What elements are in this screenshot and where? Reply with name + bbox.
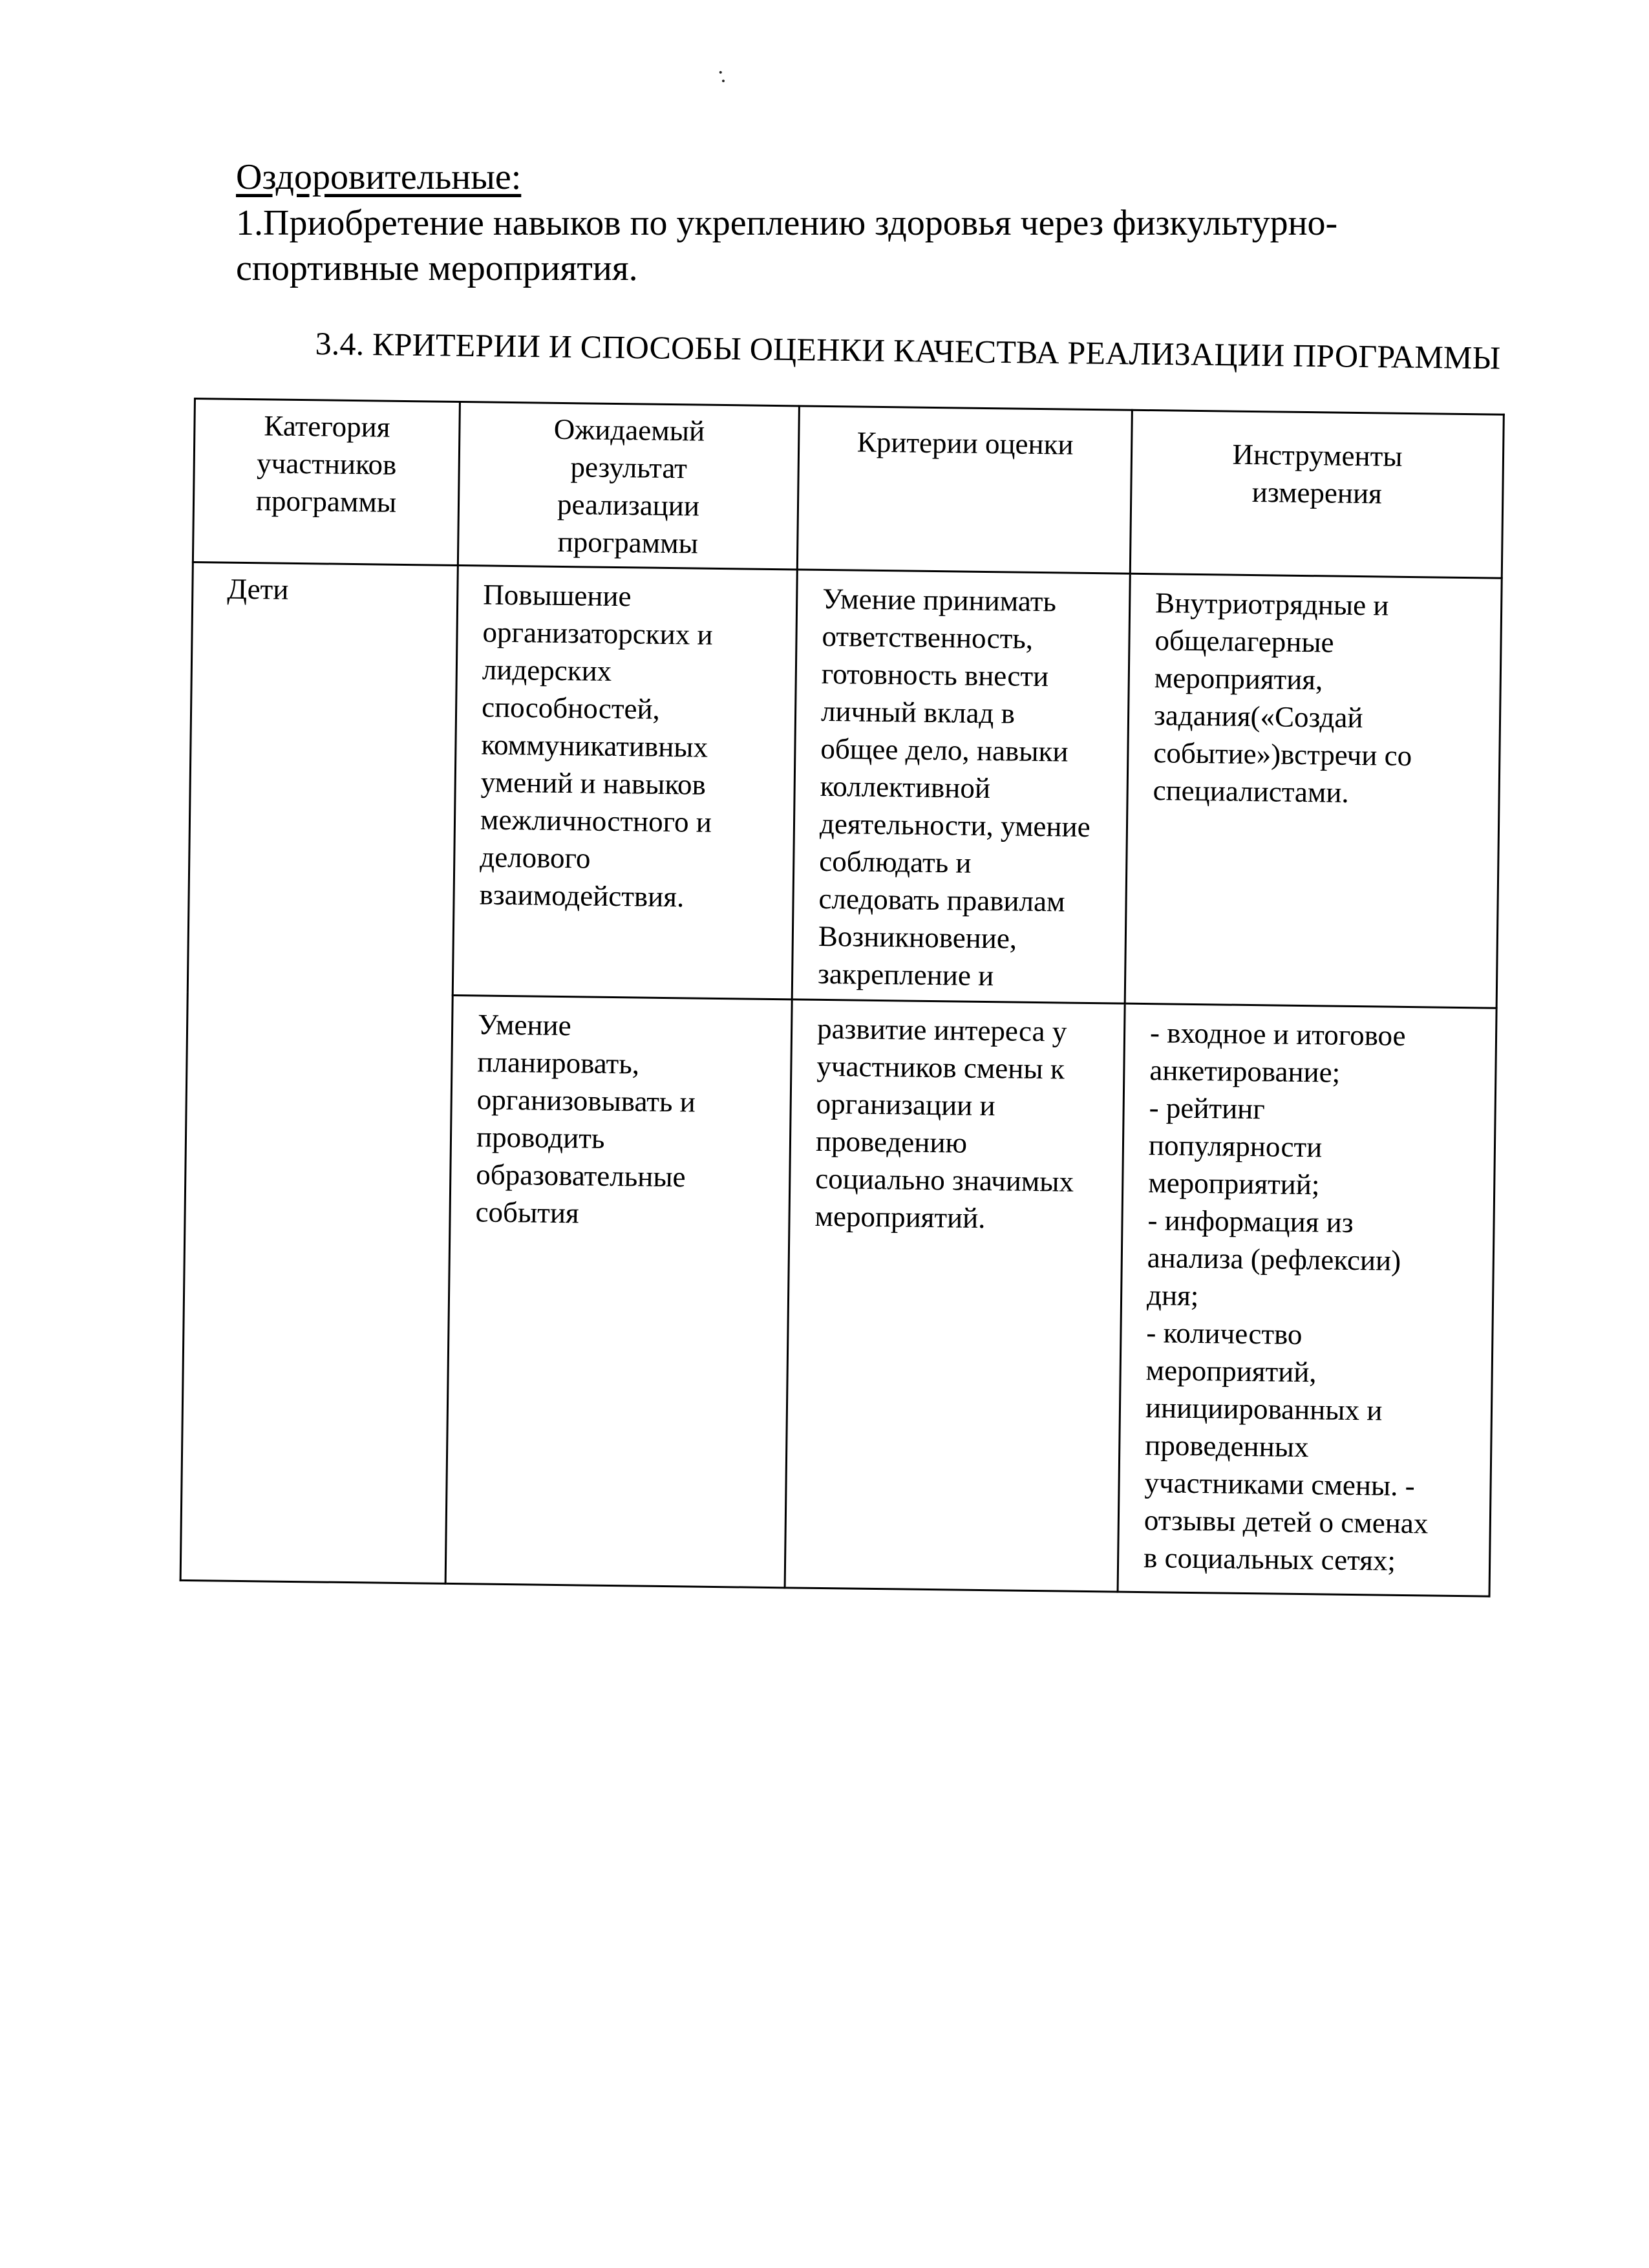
category-label: Дети	[227, 572, 289, 606]
criteria-cell	[792, 570, 1130, 1003]
tools-text: Внутриотрядные и общелагерные мероприятия, задания(«Создай событие»)встречи со специалистами.	[1153, 586, 1412, 809]
header-expected-result	[458, 402, 799, 570]
table-title: 3.4. КРИТЕРИИ И СПОСОБЫ ОЦЕНКИ КАЧЕСТВА РЕАЛИЗАЦИИ ПРОГРАММЫ	[315, 325, 1501, 376]
header-tools-label: Инструменты измерения	[1232, 438, 1403, 510]
criteria-text: развитие интереса у участников смены к организации и проведению социально значимых мероприятий.	[814, 1012, 1074, 1235]
tools-list-item: - рейтинг популярности мероприятий;	[1147, 1091, 1323, 1201]
table-header-row	[193, 399, 1504, 579]
tools-cell	[1118, 1003, 1496, 1596]
table-row	[187, 562, 1502, 1008]
tools-list	[1144, 1014, 1484, 1580]
category-cell	[180, 562, 458, 1583]
header-expected-result-label: Ожидаемый результат реализации программы	[553, 412, 705, 560]
criteria-table-wrapper	[180, 398, 1505, 1598]
result-text: Умение планировать, организовывать и проводить образовательные события	[475, 1008, 696, 1230]
tools-list-item: - информация из анализа (рефлексии) дня;	[1146, 1204, 1401, 1312]
body-paragraph: 1.Приобретение навыков по укреплению здоровья через физкультурно-спортивные мероприятия.	[236, 203, 1338, 288]
header-tools	[1130, 410, 1504, 578]
header-criteria	[797, 406, 1132, 573]
result-cell	[445, 995, 792, 1587]
header-criteria-label: Критерии оценки	[856, 425, 1074, 461]
scan-speck: ·.	[711, 60, 734, 88]
tools-list-item: - входное и итоговое анкетирование;	[1149, 1016, 1406, 1089]
section-heading: Оздоровительные:	[236, 157, 522, 197]
criteria-cell	[785, 1000, 1125, 1592]
header-category	[193, 399, 460, 566]
tools-list-item: - количество мероприятий, инициированных и проведенных участниками смены. - отзывы детей о сменах в социальных сетях;	[1143, 1316, 1429, 1577]
criteria-table	[180, 398, 1505, 1598]
result-cell	[452, 566, 797, 1000]
header-category-label: Категория участников программы	[255, 409, 397, 519]
tools-cell	[1125, 573, 1502, 1008]
criteria-text: Умение принимать ответственность, готовность внести личный вклад в общее дело, навыки коллективной деятельности, умение соблюдать и следовать правилам Возникновение, закрепление и	[817, 582, 1090, 992]
result-text: Повышение организаторских и лидерских способностей, коммуникативных умений и навыков межличностного и делового взаимодействия.	[479, 578, 713, 914]
